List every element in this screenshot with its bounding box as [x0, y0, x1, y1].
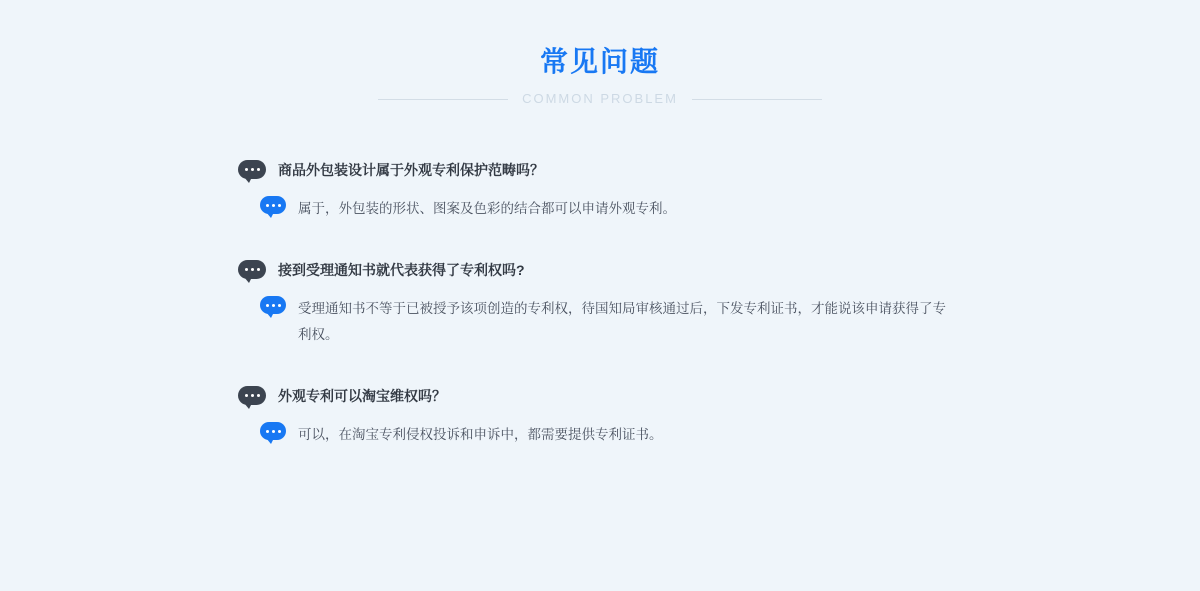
- subtitle-row: [0, 90, 1200, 108]
- divider-line-right: [692, 99, 822, 100]
- faq-item: [238, 160, 960, 222]
- faq-question-text: 接到受理通知书就代表获得了专利权吗?: [278, 262, 525, 278]
- bubble-dots: [266, 204, 281, 207]
- faq-answer-row: [238, 296, 960, 348]
- faq-question-text: 商品外包装设计属于外观专利保护范畴吗？: [278, 162, 544, 178]
- answer-bubble-icon: [260, 196, 286, 214]
- answer-bubble-icon: [260, 296, 286, 314]
- faq-item: [238, 386, 960, 448]
- question-bubble-icon: [238, 386, 266, 405]
- faq-question-row: [238, 260, 960, 280]
- divider-line-left: [378, 99, 508, 100]
- faq-question-row: [238, 160, 960, 180]
- bubble-dots: [245, 168, 260, 171]
- faq-question-text: 外观专利可以淘宝维权吗？: [278, 388, 446, 404]
- faq-answer-text: 受理通知书不等于已被授予该项创造的专利权，待国知局审核通过后，下发专利证书，才能说该申请获得了专利权。: [298, 301, 946, 342]
- bubble-dots: [266, 304, 281, 307]
- faq-answer-text: 可以，在淘宝专利侵权投诉和申诉中，都需要提供专利证书。: [298, 427, 663, 442]
- bubble-dots: [266, 430, 281, 433]
- faq-list: [0, 160, 1200, 448]
- bubble-dots: [245, 268, 260, 271]
- question-bubble-icon: [238, 160, 266, 179]
- page-title: 常见问题: [539, 46, 660, 77]
- faq-answer-row: [238, 196, 960, 222]
- faq-answer-text: 属于，外包装的形状、图案及色彩的结合都可以申请外观专利。: [298, 201, 676, 216]
- bubble-dots: [245, 394, 260, 397]
- faq-answer-row: [238, 422, 960, 448]
- question-bubble-icon: [238, 260, 266, 279]
- faq-item: [238, 260, 960, 348]
- page-header: [0, 0, 1200, 108]
- page-subtitle: COMMON PROBLEM: [522, 91, 678, 106]
- answer-bubble-icon: [260, 422, 286, 440]
- faq-question-row: [238, 386, 960, 406]
